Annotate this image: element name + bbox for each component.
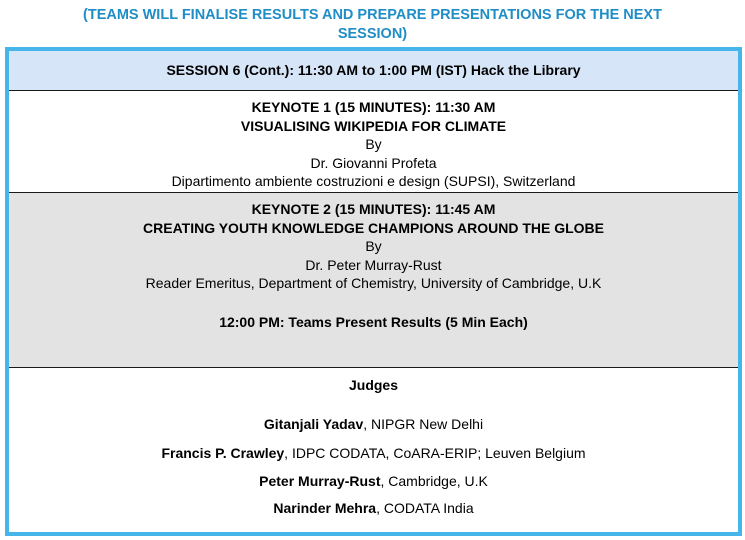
judge-item	[9, 499, 738, 517]
judge-affiliation: , Cambridge, U.K	[380, 473, 488, 489]
judge-name: Peter Murray-Rust	[259, 473, 381, 489]
keynote-1-speaker: Dr. Giovanni Profeta	[310, 154, 437, 171]
keynote-2-heading: KEYNOTE 2 (15 MINUTES): 11:45 AM	[251, 201, 496, 217]
banner-line-2: SESSION)	[337, 26, 408, 42]
judge-name: Francis P. Crawley	[161, 445, 285, 461]
judge-affiliation: , IDPC CODATA, CoARA-ERIP; Leuven Belgium	[284, 445, 586, 461]
session-header-row	[9, 51, 738, 91]
team-presentations: 12:00 PM: Teams Present Results (5 Min Each)	[219, 313, 528, 330]
keynote-1-title: VISUALISING WIKIPEDIA FOR CLIMATE	[240, 117, 507, 134]
judge-item	[9, 472, 738, 490]
banner-line-1: (TEAMS WILL FINALISE RESULTS AND PREPARE PRESENTATIONS FOR THE NEXT	[83, 7, 662, 23]
keynote-2-by: By	[365, 238, 382, 254]
judge-item	[9, 415, 738, 433]
keynote-2-title: CREATING YOUTH KNOWLEDGE CHAMPIONS AROUND THE GLOBE	[143, 219, 604, 236]
keynote-2-row	[9, 193, 738, 368]
judge-affiliation: , NIPGR New Delhi	[363, 416, 484, 432]
judges-heading: Judges	[348, 377, 398, 393]
keynote-1-affiliation: Dipartimento ambiente costruzioni e design (SUPSI), Switzerland	[171, 173, 576, 189]
judges-row	[9, 368, 738, 532]
judge-name: Gitanjali Yadav	[263, 416, 364, 432]
judge-name: Narinder Mehra	[273, 500, 377, 516]
keynote-1-row	[9, 91, 738, 193]
keynote-1-heading: KEYNOTE 1 (15 MINUTES): 11:30 AM	[251, 99, 496, 115]
judge-affiliation: , CODATA India	[376, 500, 474, 516]
judge-item	[9, 444, 738, 462]
schedule-table	[5, 47, 742, 536]
keynote-1-by: By	[365, 136, 382, 152]
session-title: SESSION 6 (Cont.): 11:30 AM to 1:00 PM (IST) Hack the Library	[166, 62, 581, 78]
keynote-2-speaker: Dr. Peter Murray-Rust	[305, 256, 442, 273]
banner-note	[0, 6, 745, 44]
keynote-2-affiliation: Reader Emeritus, Department of Chemistry, University of Cambridge, U.K	[145, 275, 602, 291]
